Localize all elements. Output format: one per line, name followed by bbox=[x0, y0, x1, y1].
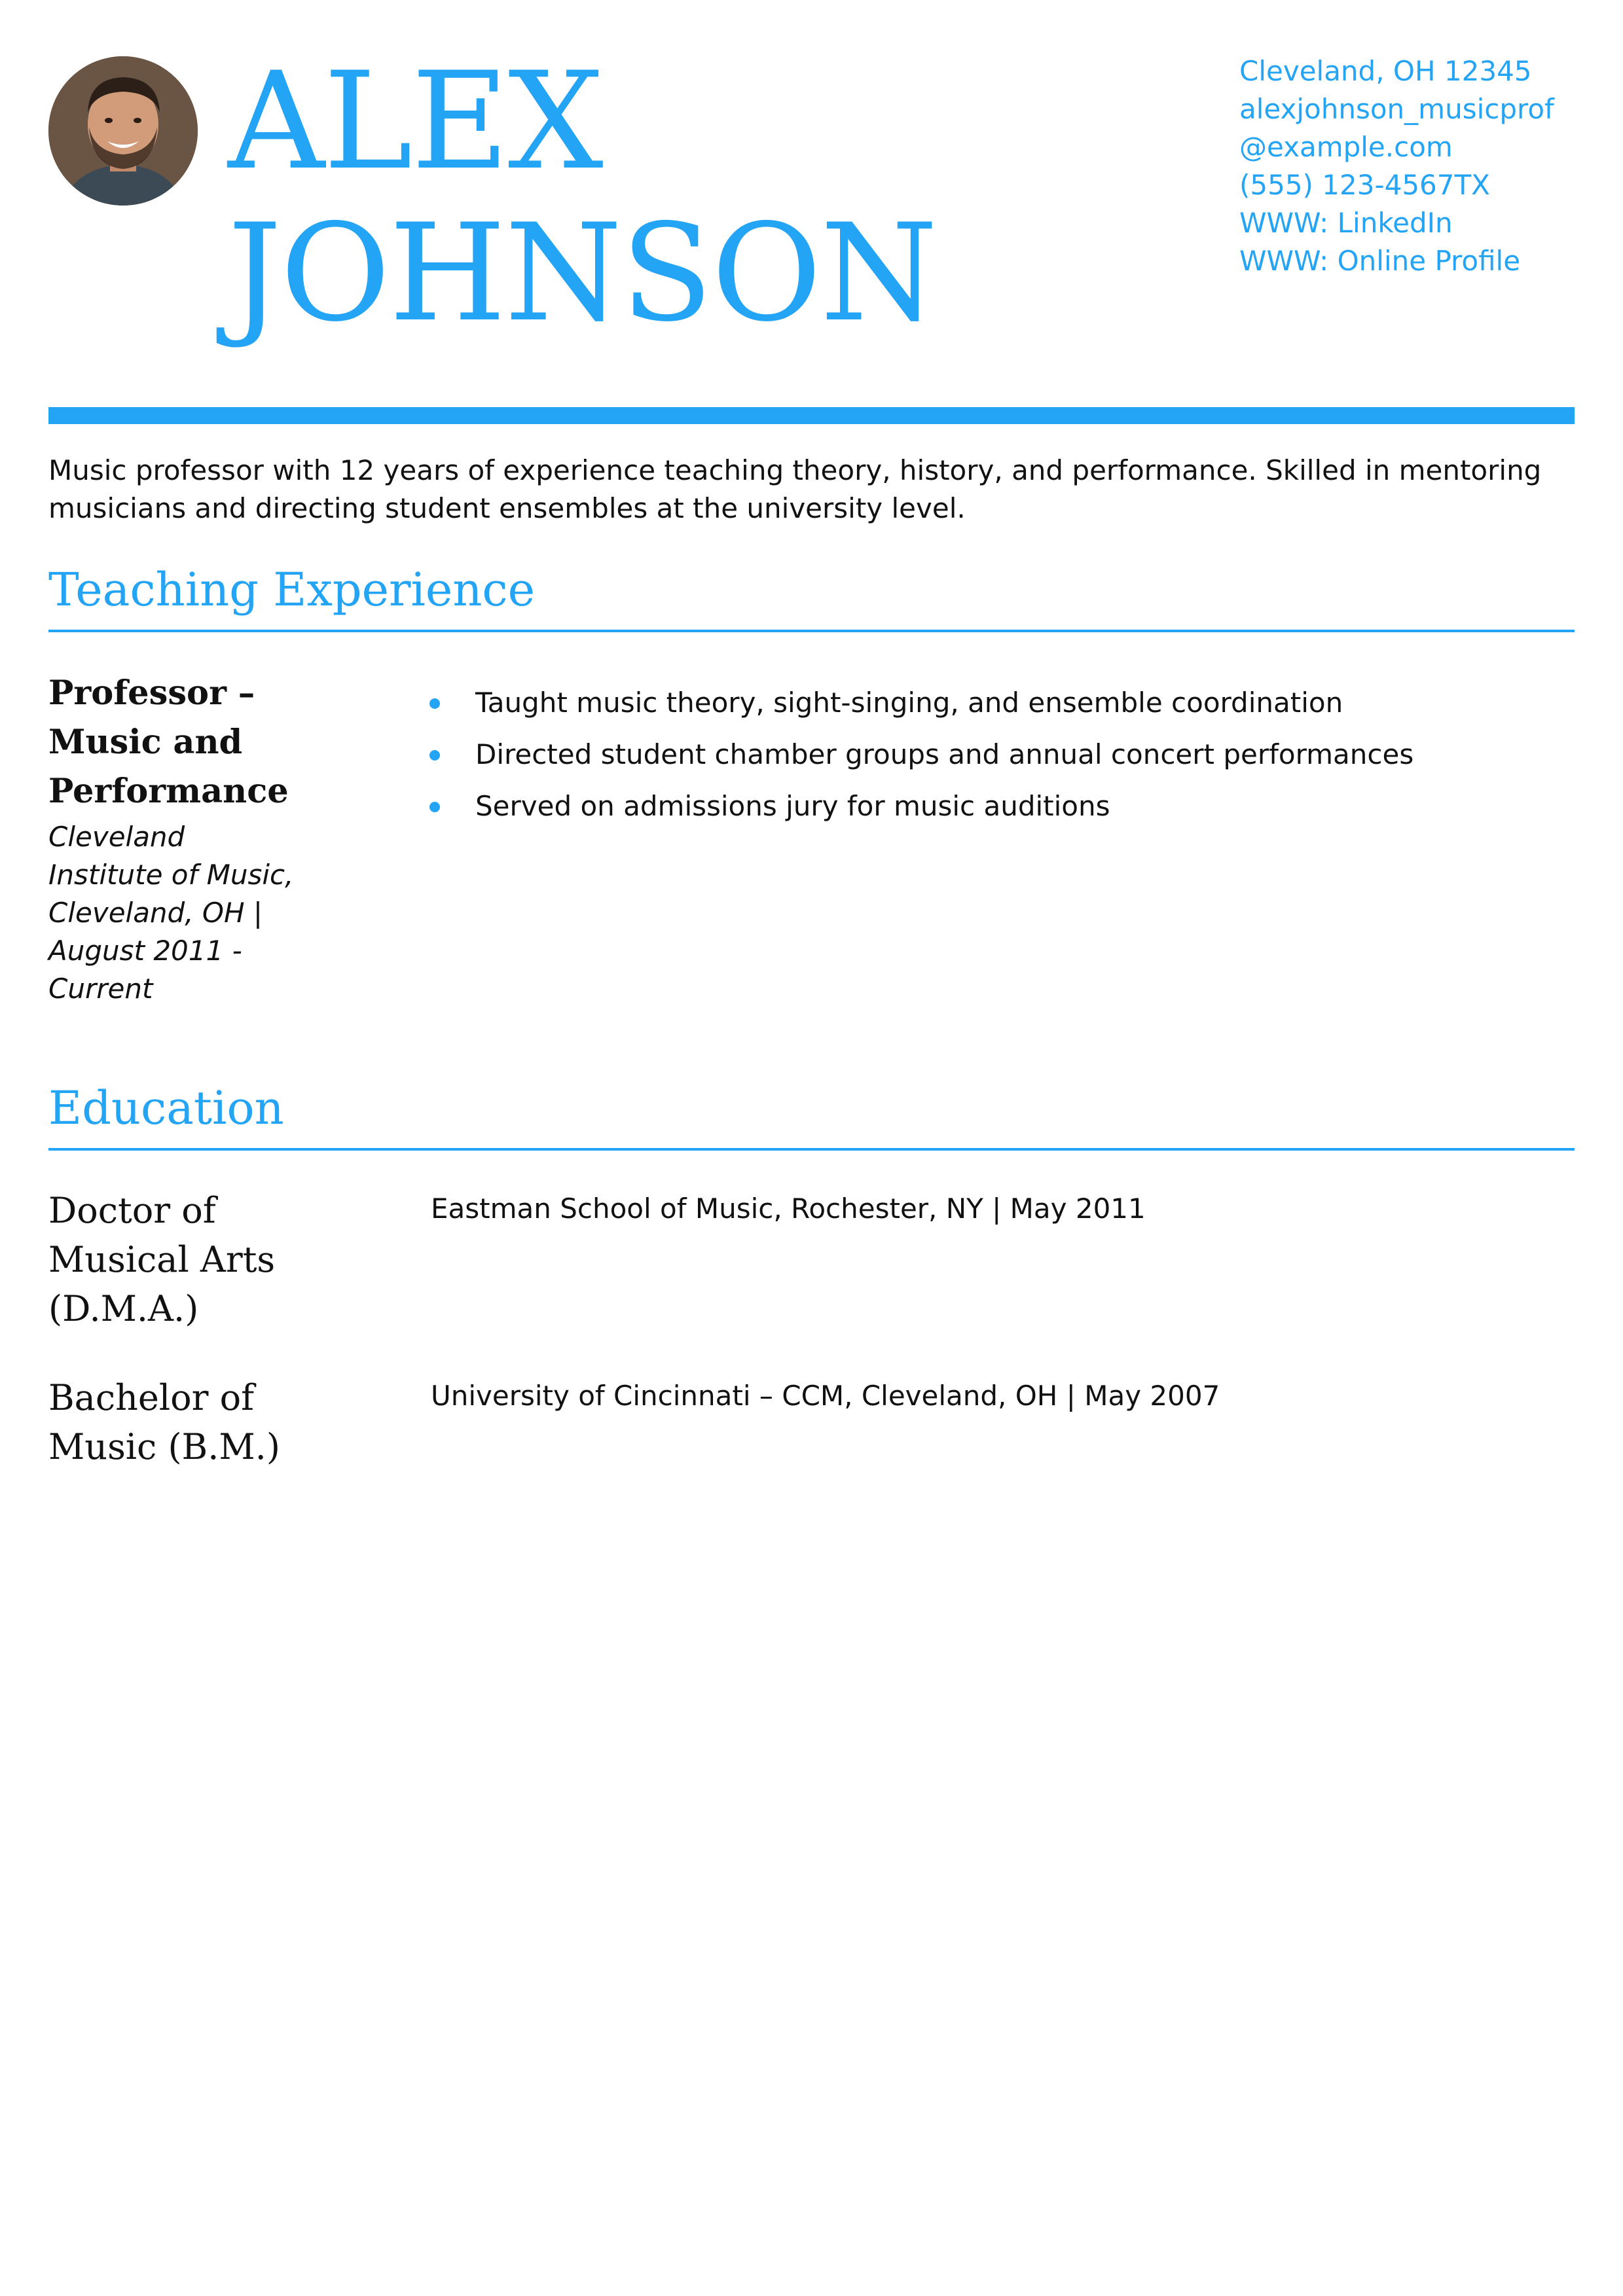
list-item bbox=[426, 684, 1571, 722]
contact-phone: (555) 123-4567TX bbox=[1239, 169, 1490, 201]
job-meta: Cleveland Institute of Music, Cleveland, OH | August 2011 - Current bbox=[48, 821, 294, 1005]
bullet-dot-icon bbox=[429, 802, 440, 812]
contact-email-link[interactable]: alexjohnson_musicprof bbox=[1239, 93, 1554, 125]
avatar bbox=[48, 56, 198, 206]
degree-title: Doctor of Musical Arts (D.M.A.) bbox=[48, 1190, 276, 1329]
job-title: Professor – Music and Performance bbox=[48, 673, 289, 811]
degree-title: Bachelor of Music (B.M.) bbox=[48, 1377, 280, 1467]
bullet-text: Taught music theory, sight-singing, and ensemble coordination bbox=[475, 687, 1343, 719]
list-item bbox=[426, 787, 1571, 825]
degree-detail: University of Cincinnati – CCM, Cleveland, OH | May 2007 bbox=[431, 1380, 1220, 1412]
contact-online-profile-link[interactable]: WWW: Online Profile bbox=[1239, 245, 1521, 277]
section-title-education: Education bbox=[48, 1081, 284, 1135]
contact-linkedin-link[interactable]: WWW: LinkedIn bbox=[1239, 207, 1453, 239]
contact-address: Cleveland, OH 12345 bbox=[1239, 55, 1532, 87]
section-title-experience: Teaching Experience bbox=[48, 563, 536, 617]
first-name: ALEX bbox=[228, 44, 602, 200]
contact-email-domain[interactable]: @example.com bbox=[1239, 131, 1453, 163]
bullet-text: Served on admissions jury for music auditions bbox=[475, 790, 1110, 822]
degree-detail: Eastman School of Music, Rochester, NY | May 2011 bbox=[431, 1193, 1146, 1225]
header-divider bbox=[48, 407, 1575, 424]
bullet-dot-icon bbox=[429, 750, 440, 761]
list-item bbox=[426, 736, 1571, 774]
profile-photo bbox=[48, 56, 198, 206]
candidate-name bbox=[228, 46, 936, 350]
job-bullet-list bbox=[426, 684, 1571, 839]
bullet-dot-icon bbox=[429, 698, 440, 709]
experience-divider bbox=[48, 630, 1575, 632]
last-name: JOHNSON bbox=[228, 196, 937, 351]
education-divider bbox=[48, 1148, 1575, 1151]
bullet-text: Directed student chamber groups and annual concert performances bbox=[475, 738, 1414, 770]
professional-summary: Music professor with 12 years of experience teaching theory, history, and performance. Skilled in mentoring musicians and directing student ensembles at the university level. bbox=[48, 454, 1542, 524]
contact-block bbox=[1239, 52, 1580, 280]
